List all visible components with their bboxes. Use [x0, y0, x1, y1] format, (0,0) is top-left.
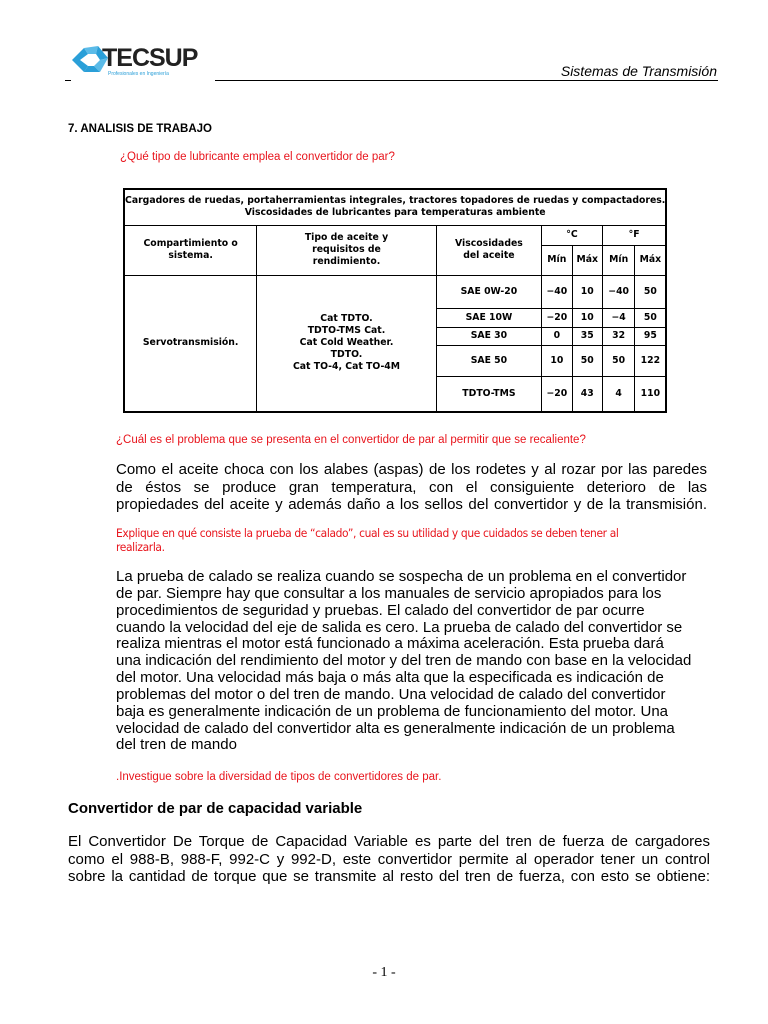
compartment-cell: Servotransmisión. [124, 275, 257, 412]
header-viscosity: Viscosidades del aceite [436, 225, 541, 275]
paragraph-4: El Convertidor De Torque de Capacidad Variable es parte del tren de fuerza de cargadores como el 988-B, 988-F, 992-C y 992-D, este convertidor permite al operador tener un control sobre la cantidad de torque que se transmite al resto del tren de fuerza, con esto se obtiene: [68, 833, 710, 885]
header-dash [65, 80, 71, 81]
header-celsius: °C [542, 225, 603, 245]
f-max-cell: 50 [635, 275, 666, 308]
logo-tagline: Profesionales en Ingeniería [108, 71, 169, 77]
header-fahrenheit: °F [602, 225, 666, 245]
f-max-cell: 110 [635, 376, 666, 412]
logo-text: TECSUP [102, 44, 198, 72]
lubricant-viscosity-table [123, 188, 667, 413]
f-min-cell: −40 [602, 275, 634, 308]
f-min-cell: 32 [602, 327, 634, 345]
c-min-cell: −40 [542, 275, 572, 308]
table-row [124, 275, 666, 308]
c-max-cell: 43 [572, 376, 602, 412]
page-number: - 1 - [372, 965, 396, 980]
c-min-cell: 10 [542, 345, 572, 376]
f-min-cell: 4 [602, 376, 634, 412]
c-max-cell: 35 [572, 327, 602, 345]
grade-cell: TDTO-TMS [436, 376, 541, 412]
c-max-cell: 10 [572, 308, 602, 327]
header-f-max: Máx [635, 245, 666, 275]
c-min-cell: −20 [542, 308, 572, 327]
header-f-min: Mín [602, 245, 634, 275]
tecsup-logo [68, 44, 198, 81]
header-oil-type: Tipo de aceite y requisitos de rendimiento. [257, 225, 436, 275]
f-min-cell: −4 [602, 308, 634, 327]
question-1: ¿Qué tipo de lubricante emplea el convertidor de par? [120, 151, 395, 163]
section-heading: 7. ANALISIS DE TRABAJO [68, 123, 212, 135]
c-min-cell: 0 [542, 327, 572, 345]
f-max-cell: 95 [635, 327, 666, 345]
f-max-cell: 122 [635, 345, 666, 376]
answer-3: La prueba de calado se realiza cuando se sospecha de un problema en el convertidor de par. Siempre hay que consultar a los manuales de servicio apropiados para los procedimientos de seguridad y pruebas. El calado del convertidor de par ocurre cuando la velocidad del eje de salida es cero. La prueba de calado del convertidor se realiza mientras el motor está funcionado a máxima aceleración. Esta prueba dará una indicación del rendimiento del motor y del tren de mando con base en la velocidad del motor. Una velocidad más baja o más alta que la especificada es indicación de problemas del motor o del tren de mando. Una velocidad de calado del convertidor baja es generalmente indicación de un problema de funcionamiento del motor. Una velocidad de calado del convertidor alta es generalmente indicación de un problema del tren de mando [116, 568, 692, 754]
header-rule [215, 80, 718, 81]
question-4: .Investigue sobre la diversidad de tipos de convertidores de par. [116, 771, 442, 783]
table-title: Cargadores de ruedas, portaherramientas integrales, tractores topadores de ruedas y compactadores. Viscosidades de lubricantes para temperaturas ambiente [124, 189, 666, 225]
grade-cell: SAE 10W [436, 308, 541, 327]
header-c-min: Mín [542, 245, 572, 275]
subheading: Convertidor de par de capacidad variable [68, 800, 363, 817]
answer-2: Como el aceite choca con los alabes (aspas) de los rodetes y al rozar por las paredes de éstos se produce gran temperatura, con el consiguiente deterioro de las propiedades del aceite y además daño a los sellos del convertidor y de la transmisión. [116, 461, 707, 513]
f-max-cell: 50 [635, 308, 666, 327]
header-title: Sistemas de Transmisión [560, 63, 717, 79]
c-max-cell: 10 [572, 275, 602, 308]
f-min-cell: 50 [602, 345, 634, 376]
oil-types-cell: Cat TDTO. TDTO-TMS Cat. Cat Cold Weather. TDTO. Cat TO-4, Cat TO-4M [257, 275, 436, 412]
question-2: ¿Cuál es el problema que se presenta en el convertidor de par al permitir que se recaliente? [116, 434, 586, 446]
c-max-cell: 50 [572, 345, 602, 376]
grade-cell: SAE 30 [436, 327, 541, 345]
grade-cell: SAE 0W-20 [436, 275, 541, 308]
grade-cell: SAE 50 [436, 345, 541, 376]
question-3: Explique en qué consiste la prueba de “calado”, cual es su utilidad y que cuidados se deben tener al realizarla. [116, 526, 619, 554]
header-compartment: Compartimiento o sistema. [124, 225, 257, 275]
c-min-cell: −20 [542, 376, 572, 412]
header-c-max: Máx [572, 245, 602, 275]
